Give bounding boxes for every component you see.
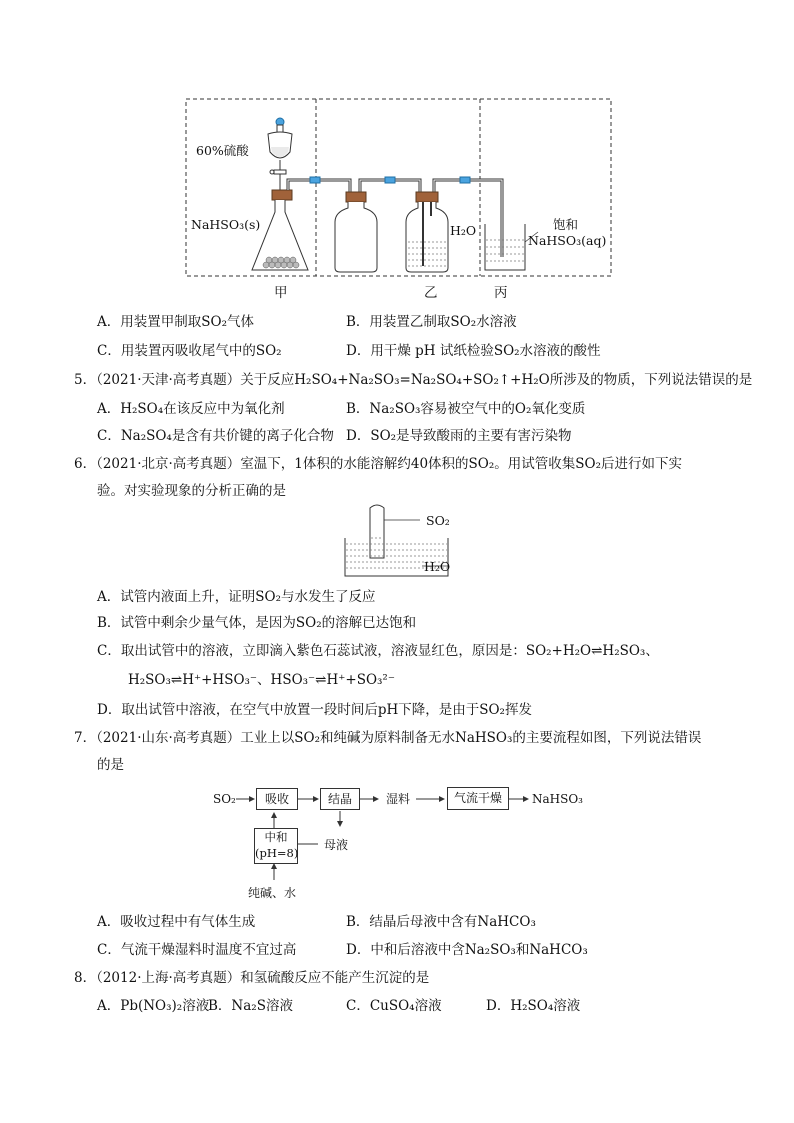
q7-stem-1: 7．（2021·山东·高考真题）工业上以SO₂和纯碱为原料制备无水NaHSO₃的主要流程如图，下列说法错误: [74, 730, 702, 746]
gas-bottle-water: [406, 192, 448, 272]
beaker: [485, 224, 525, 270]
q5-option-a: A．H₂SO₄在该反应中为氧化剂: [97, 401, 285, 417]
apparatus-figure: [180, 92, 620, 302]
conical-flask: [252, 190, 308, 270]
q8-option-c: C．CuSO₄溶液: [346, 998, 442, 1014]
q7-flow-neutral-label: 中和: [264, 830, 288, 844]
fig1-acid-label: 60%硫酸: [196, 143, 249, 158]
fig1-sat-label: 饱和: [553, 217, 579, 232]
q4-option-a: A．用装置甲制取SO₂气体: [97, 314, 254, 330]
q5-option-b: B．Na₂SO₃容易被空气中的O₂氧化变质: [346, 401, 586, 417]
gas-bottle-empty: [335, 192, 377, 272]
test-tube-figure: [340, 500, 470, 585]
q7-option-c: C．气流干燥湿料时温度不宜过高: [97, 942, 297, 958]
q5-option-d: D．SO₂是导致酸雨的主要有害污染物: [346, 428, 572, 444]
q7-flow-wet: 湿料: [386, 792, 411, 806]
fig1-part-b: 乙: [424, 285, 438, 301]
q6-stem-2: 验。对实验现象的分析正确的是: [97, 483, 286, 499]
connector: [385, 177, 395, 183]
q4-option-b: B．用装置乙制取SO₂水溶液: [346, 314, 517, 330]
q8-option-d: D．H₂SO₄溶液: [486, 998, 581, 1014]
q6-fig-h2o: H₂O: [424, 559, 451, 574]
q6-option-c-2: H₂SO₃⇌H⁺+HSO₃⁻、HSO₃⁻⇌H⁺+SO₃²⁻: [128, 672, 395, 688]
q6-option-d: D．取出试管中溶液，在空气中放置一段时间后pH下降，是由于SO₂挥发: [97, 702, 532, 718]
connector: [310, 177, 320, 183]
q6-option-c-1: C．取出试管中的溶液，立即滴入紫色石蕊试液，溶液显红色，原因是：SO₂+H₂O⇌H₂SO₃、: [97, 643, 659, 659]
q7-option-d: D．中和后溶液中含Na₂SO₃和NaHCO₃: [346, 942, 588, 958]
q5-stem: 5．（2021·天津·高考真题）关于反应H₂SO₄+Na₂SO₃=Na₂SO₄+SO₂↑+H₂O所涉及的物质，下列说法错误的是: [74, 372, 753, 388]
q6-option-a: A．试管内液面上升，证明SO₂与水发生了反应: [97, 589, 376, 605]
q7-flow-mother: 母液: [324, 838, 349, 852]
fig1-part-a: 甲: [274, 285, 288, 301]
fig1-water-label: H₂O: [450, 223, 477, 238]
q7-flow-neutral: [254, 828, 298, 864]
q7-flow-input: 纯碱、水: [248, 886, 297, 900]
q7-option-b: B．结晶后母液中含有NaHCO₃: [346, 914, 536, 930]
q7-flow-crystal: 结晶: [320, 788, 360, 810]
q4-option-d: D．用干燥 pH 试纸检验SO₂水溶液的酸性: [346, 343, 601, 359]
fig1-part-c: 丙: [494, 285, 508, 301]
q6-fig-so2: SO₂: [426, 513, 450, 528]
q7-flow-absorb: 吸收: [256, 788, 298, 810]
fig1-solid-label: NaHSO₃(s): [191, 217, 261, 232]
q8-option-a: A．Pb(NO₃)₂溶液: [97, 998, 210, 1014]
q7-stem-2: 的是: [97, 757, 124, 773]
fig1-sat-solution: NaHSO₃(aq): [528, 233, 607, 248]
q8-option-b: B．Na₂S溶液: [208, 998, 293, 1014]
q7-flow-product: NaHSO₃: [532, 792, 583, 806]
connector: [460, 177, 470, 183]
q7-flow-so2: SO₂: [213, 792, 236, 806]
q7-flow-ph-label: (pH=8): [255, 846, 299, 860]
q6-option-b: B．试管中剩余少量气体，是因为SO₂的溶解已达饱和: [97, 615, 417, 631]
q8-stem: 8．（2012·上海·高考真题）和氢硫酸反应不能产生沉淀的是: [74, 970, 430, 986]
q7-option-a: A．吸收过程中有气体生成: [97, 914, 256, 930]
q6-stem-1: 6．（2021·北京·高考真题）室温下，1体积的水能溶解约40体积的SO₂。用试管收集SO₂后进行如下实: [74, 456, 682, 472]
q7-flow-dry: 气流干燥: [447, 787, 509, 810]
q5-option-c: C．Na₂SO₄是含有共价键的离子化合物: [97, 428, 334, 444]
q4-option-c: C．用装置丙吸收尾气中的SO₂: [97, 343, 282, 359]
